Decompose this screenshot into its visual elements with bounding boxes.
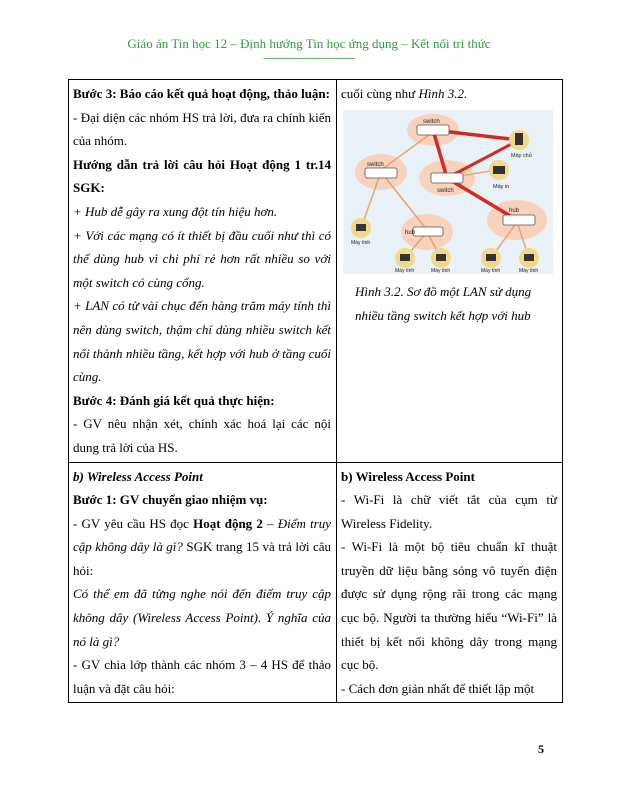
label-switch-center: switch (437, 187, 454, 194)
guide-heading: Hướng dẫn trả lời câu hỏi Hoạt động 1 tr.14 SGK: (73, 156, 331, 196)
lan-diagram-svg (343, 110, 553, 274)
label-pc: Máy tính (351, 239, 371, 246)
label-pc: Máy tính (431, 267, 451, 274)
lesson-table (68, 79, 563, 703)
section-heading-left: b) Wireless Access Point (73, 468, 203, 484)
step4-heading: Bước 4: Đánh giá kết quả thực hiện: (73, 392, 275, 408)
hub-left (413, 227, 443, 236)
label-switch-left: switch (367, 161, 384, 168)
pc-icon (356, 224, 366, 231)
row1-right-cell (337, 80, 563, 463)
answer-3: + LAN có từ vài chục đến hàng trăm máy tính thì nên dùng switch, thậm chí dùng nhiều switch kết nối thành nhiều tầng, kết hợp với hub ở tầng cuối cùng. (73, 298, 331, 385)
wifi-p2: - Wi-Fi là một bộ tiêu chuẩn kĩ thuật truyền dữ liệu bằng sóng vô tuyến điện được sử dụng rộng rãi trong các mạng cục bộ. Người ta thường hiểu “Wi-Fi” là thiết bị kết nối không dây trong mạng cục bộ. (341, 539, 557, 673)
server-icon (515, 133, 523, 145)
label-pc: Máy tính (519, 267, 539, 274)
row2-left-cell (69, 462, 337, 703)
group-text: - GV chia lớp thành các nhóm 3 – 4 HS để thảo luận và đặt câu hỏi: (73, 657, 331, 696)
wifi-p3: - Cách đơn giản nhất để thiết lập một (341, 680, 535, 696)
header-title: Giáo án Tin học 12 – Định hướng Tin học ứng dụng – Kết nối tri thức (127, 36, 491, 51)
task-suffix: SGK trang 15 và trả lời câu hỏi: (73, 539, 331, 578)
pc-icon (486, 254, 496, 261)
lan-diagram (343, 110, 553, 274)
pc-icon (400, 254, 410, 261)
task-dash: – (262, 515, 278, 531)
step3-text: - Đại diện các nhóm HS trả lời, đưa ra chính kiến của nhóm. (73, 109, 331, 149)
label-pc: Máy tính (395, 267, 415, 274)
task-activity: Hoạt động 2 (193, 515, 263, 531)
question-text: Có thể em đã từng nghe nói đến điểm truy cập không dây (Wireless Access Point). Ý nghĩa của nó là gì? (73, 586, 331, 649)
figure-caption: Hình 3.2. Sơ đồ một LAN sử dụng nhiều tầng switch kết hợp với hub (355, 283, 532, 323)
printer-icon (493, 166, 505, 174)
table-row (69, 80, 563, 463)
switch-top (417, 125, 449, 135)
table-row (69, 462, 563, 703)
wifi-p1: - Wi-Fi là chữ viết tắt của cụm từ Wireless Fidelity. (341, 492, 557, 531)
link-thin (381, 132, 433, 170)
row1-left-cell (69, 80, 337, 463)
step4-text: - GV nêu nhận xét, chính xác hoá lại các nội dung trả lời của HS. (73, 416, 331, 455)
answer-2: + Với các mạng có ít thiết bị đầu cuối như thì có thể dùng hub vì chi phí rẻ hơn rất nhiều so với một switch có cùng cổng. (73, 227, 331, 290)
step1-heading: Bước 1: GV chuyển giao nhiệm vụ: (73, 492, 268, 508)
label-pc: Máy tính (481, 267, 501, 274)
section-heading-right: b) Wireless Access Point (341, 468, 475, 484)
row2-right-cell (337, 462, 563, 703)
figure-intro (341, 82, 557, 106)
step3-heading: Bước 3: Báo cáo kết quả hoạt động, thảo luận: (73, 86, 330, 101)
label-hub-right: hub (509, 207, 520, 214)
answer-1: + Hub dễ gây ra xung đột tín hiệu hơn. (73, 203, 278, 219)
label-hub-left: hub (405, 229, 416, 236)
label-server: Máy chủ (511, 152, 532, 159)
task-question-title: Điểm truy cập không dây là gì? (73, 515, 331, 555)
hub-right (503, 215, 535, 225)
task-prefix: - GV yêu cầu HS đọc (73, 515, 194, 531)
pc-icon (524, 254, 534, 261)
switch-left (365, 168, 397, 178)
task-text (73, 512, 331, 583)
pc-icon (436, 254, 446, 261)
figure-intro-prefix: cuối cùng như (341, 86, 419, 101)
page-header (0, 36, 618, 64)
switch-center (431, 173, 463, 183)
page-number: 5 (538, 742, 544, 756)
figure-ref: Hình 3.2. (418, 86, 468, 101)
label-printer: Máy in (493, 183, 510, 190)
label-switch-top: switch (423, 118, 440, 125)
header-rule: ----------------------------- (263, 52, 355, 64)
